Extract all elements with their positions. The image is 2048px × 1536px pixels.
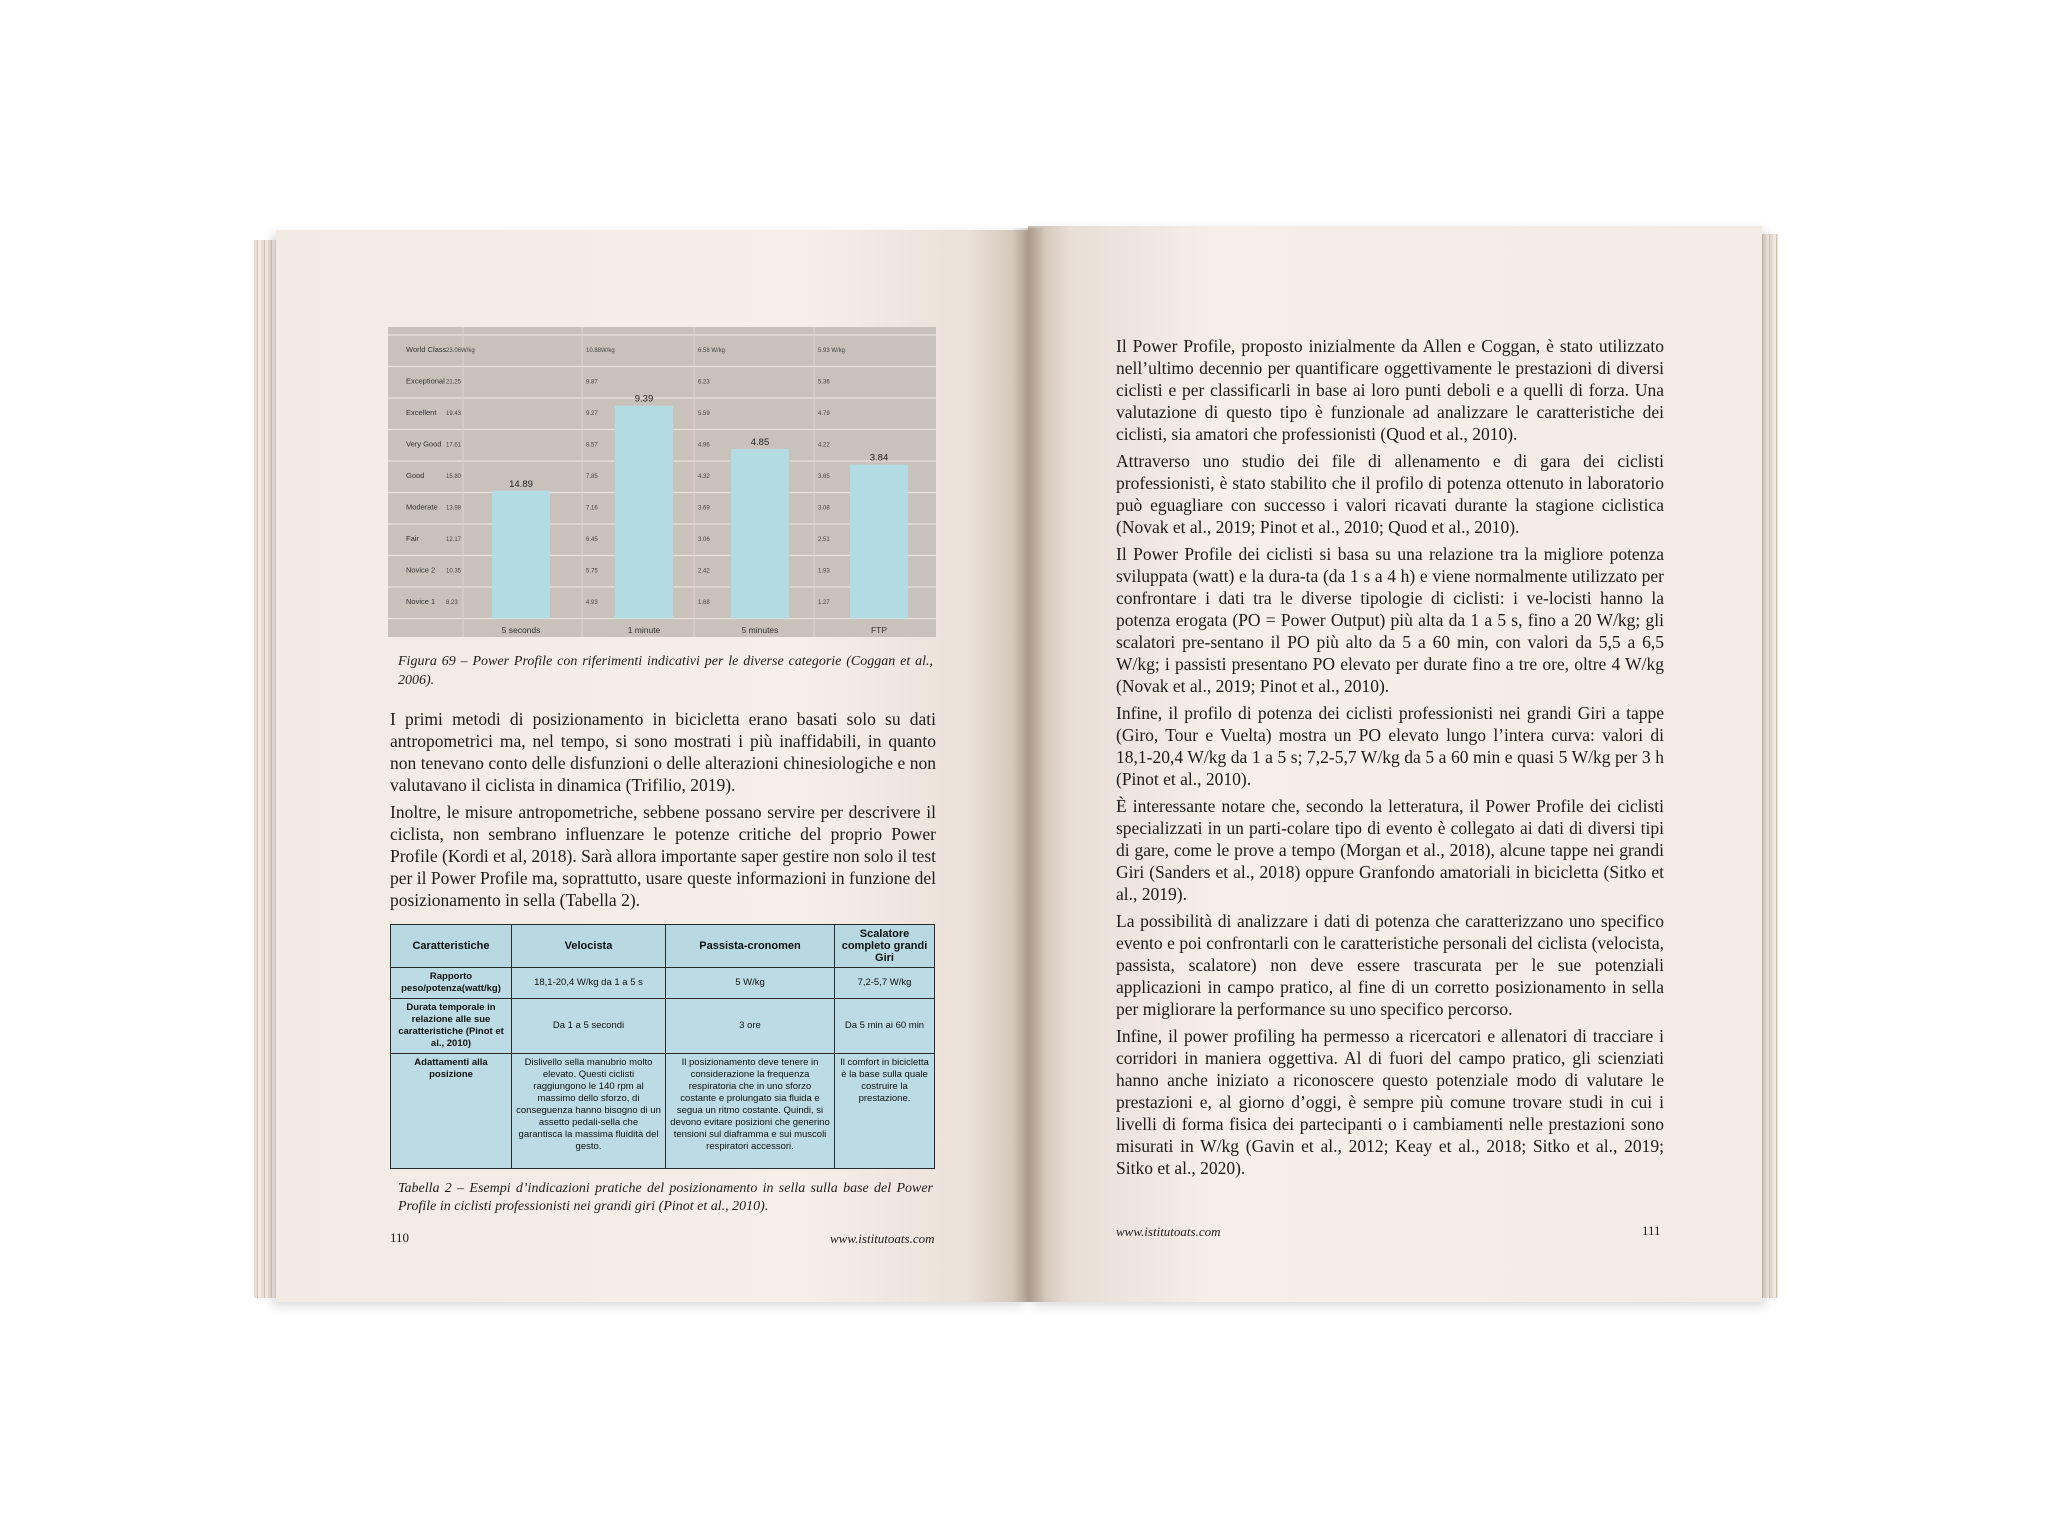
table-cell: 3 ore (666, 999, 835, 1054)
chart-level-value: 5.59 (698, 411, 710, 417)
right-paragraph: È interessante notare che, secondo la letteratura, il Power Profile dei ciclisti specializzati in un parti-colare tipo di evento è collegato ai dati di diversi tipi di gare, come le prove a tempo (Morgan et al., 2018), alcune tappe nei grandi Giri (Sanders et al., 2018) oppure Granfondo amatoriali in bicicletta (Sitko et al., 2019). (1116, 796, 1664, 904)
table-header-row (391, 925, 935, 968)
table-header: Passista-cronomen (666, 925, 835, 968)
chart-level-value: 10.88W/kg (586, 348, 615, 354)
right-paragraph: Infine, il power profiling ha permesso a ricercatori e allenatori di tracciare i corridori in maniera oggettiva. Al di fuori del campo pratico, gli scienziati hanno anche iniziato a riconoscere questo potenziale modo di valutare le prestazioni e, al giorno d’oggi, è sempre più comune trovare studi in cui i livelli di forma fisica dei partecipanti o i cambiamenti nelle prestazioni sono misurati in W/kg (Gavin et al., 2012; Keay et al., 2018; Sitko et al., 2019; Sitko et al., 2020). (1116, 1026, 1664, 1178)
chart-level-value: 10.35 (446, 568, 462, 575)
positioning-table (390, 924, 935, 1169)
chart-x-tick-label: 1 minute (627, 625, 661, 635)
chart-level-value: 6.58 W/kg (698, 348, 726, 354)
chart-level-value: 5.93 W/kg (818, 348, 846, 354)
chart-bar (492, 491, 550, 619)
chart-category-label: World Class (406, 345, 447, 354)
table-cell: Il posizionamento deve tenere in considerazione la frequenza respiratoria che in uno sforzo costante e prolungato sia fluida e segua un ritmo costante. Quindi, si devono evitare posizioni che generino tensioni sul diaframma e sui muscoli respiratori accessori. (666, 1054, 835, 1169)
chart-level-value: 4.96 (698, 442, 710, 449)
book-gutter (1012, 228, 1046, 1302)
chart-level-value: 4.93 (586, 600, 598, 606)
table-row-header: Adattamenti alla posizione (391, 1054, 512, 1169)
chart-level-value: 13.98 (446, 505, 462, 512)
chart-bar-value-label: 14.89 (509, 478, 533, 490)
table-header: Velocista (512, 925, 666, 968)
table-caption: Tabella 2 – Esempi d’indicazioni pratiche del posizionamento in sella sulla base del Power Profile in ciclisti professionisti nei grandi giri (Pinot et al., 2010). (398, 1181, 933, 1214)
table-cell: Il comfort in bicicletta è la base sulla quale costruire la prestazione. (835, 1054, 935, 1169)
right-footer-url: www.istitutoats.com (1116, 1224, 1221, 1239)
chart-level-value: 5.36 (818, 379, 830, 386)
chart-category-label: Fair (406, 534, 419, 543)
table-cell: Da 5 min ai 60 min (835, 999, 935, 1054)
chart-level-value: 3.65 (818, 474, 830, 480)
chart-x-tick-label: 5 seconds (501, 625, 541, 635)
table-row-header: Rapporto peso/potenza(watt/kg) (391, 968, 512, 999)
chart-bar-value-label: 9.39 (634, 393, 654, 405)
left-paragraph: I primi metodi di posizionamento in bicicletta erano basati solo su dati antropometrici ma, nel tempo, si sono mostrati i più inaffidabili, in quanto non tenevano conto delle disfunzioni o delle alterazioni chinesiologiche e non valutavano il ciclista in dinamica (Trifilio, 2019). (390, 709, 936, 795)
chart-level-value: 7.16 (586, 505, 598, 512)
chart-category-label: Exceptional (406, 376, 445, 386)
chart-level-value: 8.57 (586, 442, 598, 449)
chart-level-value: 7.85 (586, 474, 598, 480)
chart-level-value: 19.43 (446, 411, 462, 417)
chart-bar-value-label: 3.84 (869, 452, 889, 464)
right-body-text (1116, 335, 1664, 1184)
chart-level-value: 2.42 (698, 568, 710, 575)
chart-x-tick-label: 5 minutes (741, 625, 779, 635)
chart-level-value: 9.87 (586, 379, 598, 386)
chart-level-value: 3.06 (698, 537, 710, 543)
chart-bar (615, 406, 673, 619)
table-cell: Da 1 a 5 secondi (512, 999, 666, 1054)
left-paragraph: Inoltre, le misure antropometriche, sebbene possano servire per descrivere il ciclista, non sembrano influenzare le potenze critiche del proprio Power Profile (Kordi et al, 2018). Sarà allora importante saper gestire non solo il test per il Power Profile ma, soprattutto, usare queste informazioni in funzione del posizionamento in sella (Tabella 2). (390, 802, 936, 910)
power-profile-chart (388, 327, 936, 637)
right-paragraph: Il Power Profile, proposto inizialmente da Allen e Coggan, è stato utilizzato nell’ultimo decennio per quantificare oggettivamente le prestazioni di diversi ciclisti e per classificarli in base ai loro punti deboli e a quelli di forza. Una valutazione di questo tipo è funzionale ad analizzare le caratteristiche dei ciclisti, sia amatori che professionisti (Quod et al., 2010). (1116, 336, 1664, 444)
chart-level-value: 1.68 (698, 600, 710, 606)
chart-category-label: Very Good (406, 439, 442, 449)
right-paragraph: Attraverso uno studio dei file di allenamento e di gara dei ciclisti professionisti, è stato stabilito che il profilo di potenza ottenuto in laboratorio può eguagliare con successo i valori ricavati durante la stagione ciclistica (Novak et al., 2019; Pinot et al., 2010; Quod et al., 2010). (1116, 451, 1664, 537)
chart-level-value: 5.75 (586, 568, 598, 575)
chart-level-value: 6.23 (698, 379, 710, 386)
chart-level-value: 8.23 (446, 600, 458, 606)
chart-level-value: 21.25 (446, 379, 462, 386)
chart-category-label: Excellent (406, 408, 437, 417)
chart-level-value: 1.27 (818, 600, 830, 606)
chart-level-value: 15.80 (446, 474, 462, 480)
table-row-header: Durata temporale in relazione alle sue caratteristiche (Pinot et al., 2010) (391, 999, 512, 1054)
chart-bar (850, 465, 908, 619)
table-header: Caratteristiche (391, 925, 512, 968)
table-row (391, 968, 935, 999)
left-page-number: 110 (390, 1230, 410, 1245)
chart-level-value: 1.93 (818, 568, 830, 575)
chart-level-value: 2.51 (818, 537, 830, 543)
chart-level-value: 4.22 (818, 442, 830, 449)
figure-caption: Figura 69 – Power Profile con riferimenti indicativi per le diverse categorie (Coggan et al., 2006). (398, 654, 933, 688)
chart-level-value: 4.79 (818, 411, 830, 417)
chart-level-value: 12.17 (446, 537, 462, 543)
chart-category-label: Novice 2 (406, 565, 436, 575)
right-paragraph: Infine, il profilo di potenza dei ciclisti professionisti nei grandi Giri a tappe (Giro, Tour e Vuelta) mostra un PO elevato lungo l’intera curva: valori di 18,1-20,4 W/kg da 1 a 5 s; 7,2-5,7 W/kg da 5 a 60 min e quasi 5 W/kg per 3 h (Pinot et al., 2010). (1116, 703, 1664, 789)
right-paragraph: Il Power Profile dei ciclisti si basa su una relazione tra la migliore potenza sviluppata (watt) e la dura-ta (da 1 s a 4 h) e viene normalmente utilizzato per confrontare i dati tra le diverse tipologie di ciclisti: i ve-locisti hanno la potenza erogata (PO = Power Output) più alta da 1 a 5 s, fino a 20 W/kg; gli scalatori pre-sentano il PO più alto da 5 a 60 min, con valori da 5,5 a 6,5 W/kg; i passisti presentano PO elevato per durate fino a tre ore, oltre 4 W/kg (Novak et al., 2019; Pinot et al., 2010). (1116, 544, 1664, 696)
chart-level-value: 3.08 (818, 505, 830, 512)
chart-x-tick-label: FTP (870, 625, 888, 635)
table-cell: 5 W/kg (666, 968, 835, 999)
table-cell: Dislivello sella manubrio molto elevato. Questi ciclisti raggiungono le 140 rpm al massimo dello sforzo, di conseguenza hanno bisogno di un assetto pedali-sella che garantisca la massima fluidità del gesto. (512, 1054, 666, 1169)
chart-category-label: Good (406, 471, 425, 480)
chart-level-value: 4.32 (698, 474, 710, 480)
chart-bar-value-label: 4.85 (750, 436, 770, 448)
right-page-number: 111 (1642, 1223, 1661, 1238)
chart-bar (731, 449, 789, 619)
left-footer-url: www.istitutoats.com (830, 1231, 935, 1246)
chart-level-value: 23.06W/kg (446, 348, 475, 354)
left-body-text (390, 708, 936, 916)
table-header: Scalatore completo grandi Giri (835, 925, 935, 968)
chart-category-label: Moderate (406, 502, 438, 512)
right-paragraph: La possibilità di analizzare i dati di potenza che caratterizzano uno specifico evento e poi confrontarli con le caratteristiche personali del ciclista (velocista, passista, scalatore) non deve essere trascurata per le sue potenziali applicazioni in campo pratico, al fine di un corretto posizionamento in sella per migliorare la performance su uno specifico percorso. (1116, 911, 1664, 1019)
table-row (391, 999, 935, 1054)
chart-level-value: 9.27 (586, 411, 598, 417)
table-row (391, 1054, 935, 1169)
chart-level-value: 3.69 (698, 505, 710, 512)
chart-level-value: 6.45 (586, 537, 598, 543)
table-cell: 18,1-20,4 W/kg da 1 a 5 s (512, 968, 666, 999)
chart-category-label: Novice 1 (406, 597, 436, 606)
table-cell: 7,2-5,7 W/kg (835, 968, 935, 999)
chart-level-value: 17.61 (446, 442, 462, 449)
